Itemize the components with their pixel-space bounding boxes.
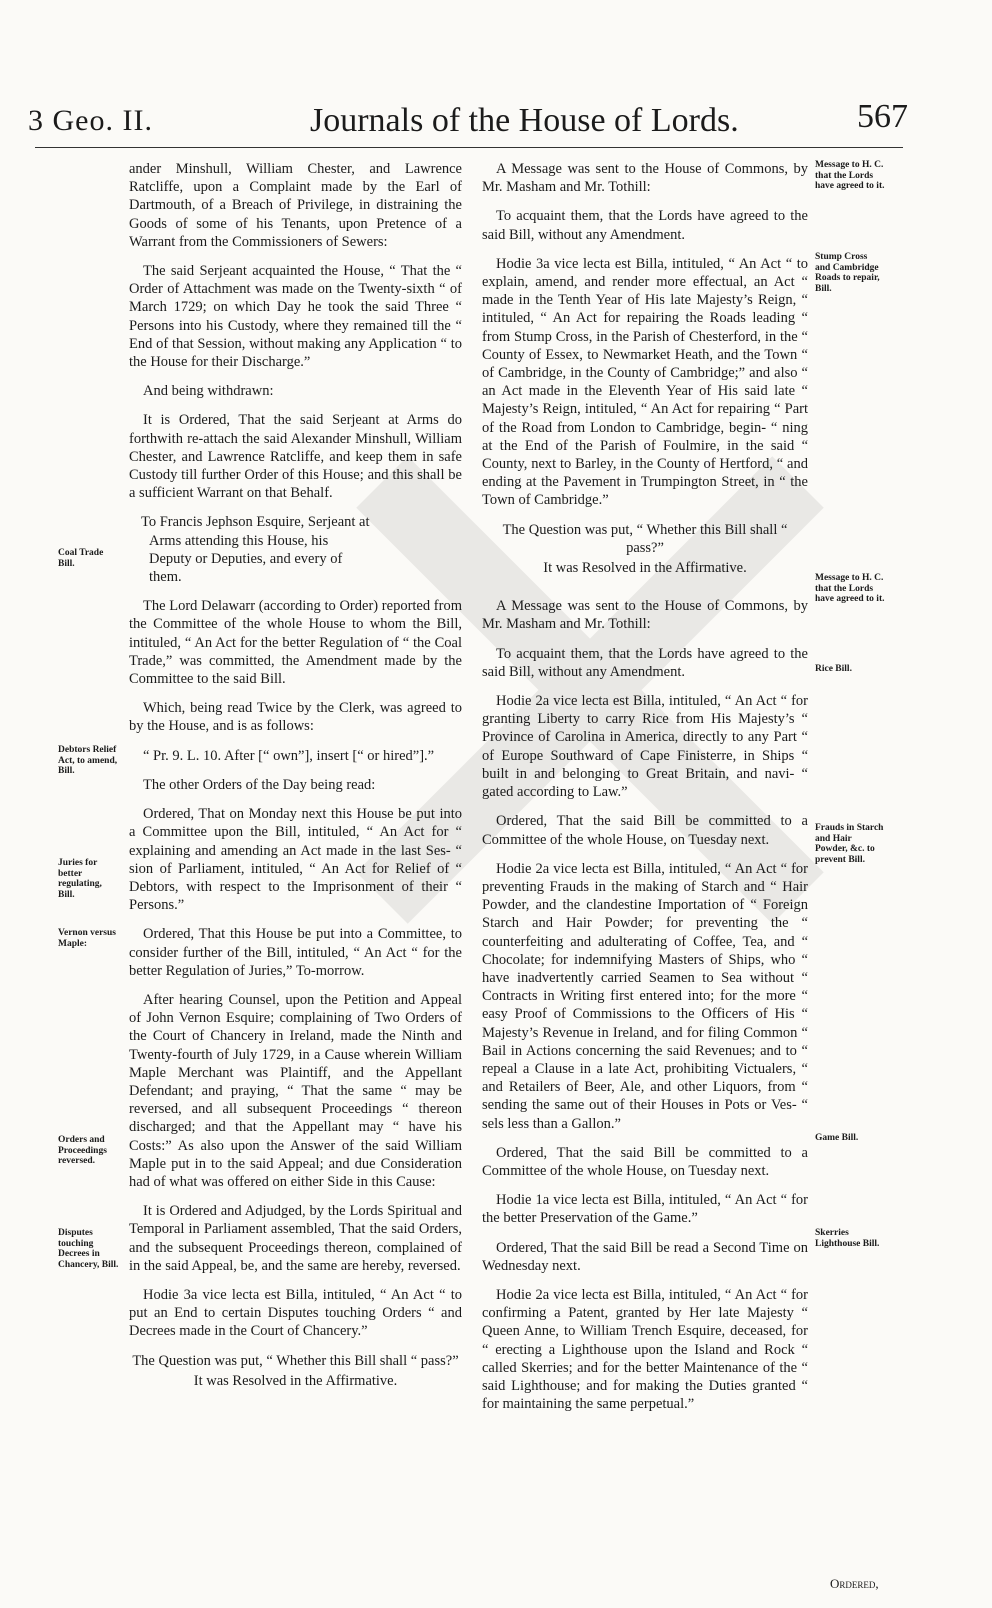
resolution-text: It was Resolved in the Affirmative. bbox=[543, 560, 747, 577]
paragraph: Hodie 1a vice lecta est Billa, intituled, “ An Act “ for the better Preservation of the Game.” bbox=[482, 1192, 808, 1227]
running-title: Journals of the House of Lords. bbox=[310, 102, 739, 139]
paragraph: Ordered, That this House be put into a Committee, to consider further of the Bill, intituled, “ An Act “ for the better Regulation of Juries,” To-morrow. bbox=[129, 926, 462, 979]
margin-note: Disputes touching Decrees in Chancery, Bill. bbox=[58, 1228, 119, 1270]
paragraph: Hodie 2a vice lecta est Billa, intituled, “ An Act “ for preventing Frauds in the making of Starch and “ Hair Powder, and the clandestine Importation of “ Foreign Starch and Hair Powder; for preventing the “ counterfeiting and adulterating of Coffee, Tea, and “ Chocolate; for indemnifying Masters of Ships, who “ have inadvertently carried Seamen to Sea without “ Contracts in Writing first entered into; for the more “ easy Proof of Commissions to the Officers of His “ Majesty’s Revenue in Ireland, and for filing Common “ Bail in Actions concerning the said Revenues; and to “ repeal a Clause in a late Act, prohibiting Victualers, “ and Retailers of Beer, Ale, and other Liquors, from “ sending the same out of their Houses in Pots or Ves- “ sels less than a Gallon.” bbox=[482, 860, 808, 1132]
resolution-text: It was Resolved in the Affirmative. bbox=[193, 1372, 398, 1389]
paragraph: After hearing Counsel, upon the Petition and Appeal of John Vernon Esquire; complaining of Two Orders of the Court of Chancery in Ireland, made the Ninth and Twenty-fourth of July 1729, in a Cause wherein William Maple Merchant was Plaintiff, and the Appellant Defendant; and praying, “ That the same “ may be reversed, and all subsequent Proceedings “ thereon discharged; and that the Appellant may “ have his Costs:” As also upon the Answer of the said William Maple put in to the said Appeal; and due Consideration had of what was offered on either Side in this Cause: bbox=[129, 991, 462, 1190]
right-column bbox=[482, 160, 808, 1424]
question-text: The Question was put, “ Whether this Bill shall “ pass?” bbox=[502, 521, 788, 556]
paragraph: The Lord Delawarr (according to Order) reported from the Committee of the whole House to whom the Bill, intituled, “ An Act for the better Regulation of “ the Coal Trade,” was committed, the Amendment made by the Committee to the said Bill. bbox=[129, 598, 462, 688]
paragraph: Ordered, That the said Bill be committed to a Committee of the whole House, on Tuesday next. bbox=[482, 1144, 808, 1179]
margin-note: Vernon versus Maple: bbox=[58, 928, 116, 949]
paragraph: It is Ordered, That the said Serjeant at Arms do forthwith re-attach the said Alexander Minshull, William Chester, and Lawrence Ratcliffe, and keep them in safe Custody till further Order of this House; and this shall be a sufficient Warrant on that Behalf. bbox=[129, 412, 462, 502]
margin-note: Message to H. C. that the Lords have agreed to it. bbox=[815, 573, 885, 604]
regnal-year: 3 Geo. II. bbox=[28, 104, 153, 137]
paragraph: A Message was sent to the House of Commons, by Mr. Masham and Mr. Tothill: bbox=[482, 598, 808, 633]
margin-note: Message to H. C. that the Lords have agreed to it. bbox=[815, 160, 885, 191]
warrant-address: To Francis Jephson Esquire, Serjeant at Arms attending this House, his Deputy or Deputies, and every of them. bbox=[141, 514, 370, 586]
paragraph: Hodie 2a vice lecta est Billa, intituled, “ An Act “ for confirming a Patent, granted by Her late Majesty “ Queen Anne, to William Trench Esquire, deceased, for “ erecting a Lighthouse upon the Island and Rock “ called Skerries; and for the better Maintenance of the “ said Lighthouse; and for making the Duties granted “ for maintaining the same perpetual.” bbox=[482, 1286, 808, 1413]
margin-note: Stump Cross and Cambridge Roads to repair, Bill. bbox=[815, 252, 880, 294]
page-header bbox=[28, 98, 908, 150]
paragraph: The other Orders of the Day being read: bbox=[143, 776, 376, 793]
paragraph: Hodie 2a vice lecta est Billa, intituled, “ An Act “ for granting Liberty to carry Rice from His Majesty’s “ Province of Carolina in America, directly to any Part “ of Europe Southward of Cape Finisterre, in Ships “ built in and belonging to Great Britain, and navi- “ gated according to Law.” bbox=[482, 693, 808, 801]
paragraph: Ordered, That the said Bill be read a Second Time on Wednesday next. bbox=[482, 1239, 808, 1274]
margin-note: Game Bill. bbox=[815, 1133, 859, 1143]
paragraph: To acquaint them, that the Lords have agreed to the said Bill, without any Amendment. bbox=[482, 208, 808, 243]
margin-note: Orders and Proceedings reversed. bbox=[58, 1135, 107, 1166]
paragraph: Ordered, That the said Bill be committed to a Committee of the whole House, on Tuesday next. bbox=[482, 813, 808, 848]
paragraph: A Message was sent to the House of Commons, by Mr. Masham and Mr. Tothill: bbox=[482, 161, 808, 196]
amendment-text: “ Pr. 9. L. 10. After [“ own”], insert [“ or hired”].” bbox=[143, 747, 435, 764]
paragraph: Hodie 3a vice lecta est Billa, intituled, “ An Act “ to put an End to certain Disputes touching Orders “ and Decrees made in the Court of Chancery.” bbox=[129, 1286, 462, 1340]
paragraph: Ordered, That on Monday next this House be put into a Committee upon the Bill, intituled, “ An Act for “ explaining and amending an Act made in the last Ses- “ sion of Parliament, intituled, “ An Act for Relief of “ Debtors, with respect to the Imprisonment of their “ Persons.” bbox=[129, 806, 462, 914]
paragraph: To acquaint them, that the Lords have agreed to the said Bill, without any Amendment. bbox=[482, 645, 808, 680]
margin-note: Juries for better regulating, Bill. bbox=[58, 858, 102, 900]
margin-note: Frauds in Starch and Hair Powder, &c. to prevent Bill. bbox=[815, 823, 884, 865]
margin-note: Rice Bill. bbox=[815, 664, 852, 674]
page-number: 567 bbox=[857, 98, 908, 135]
paragraph: The said Serjeant acquainted the House, “ That the “ Order of Attachment was made on the Twenty-sixth “ of March 1729; on which Day he took the said Three “ Persons into his Custody, where they remained till the “ End of that Session, without making any Application “ to the House for their Discharge.” bbox=[129, 263, 462, 371]
left-column bbox=[129, 160, 462, 1401]
margin-note: Skerries Lighthouse Bill. bbox=[815, 1228, 880, 1249]
question-text: The Question was put, “ Whether this Bill shall “ pass?” bbox=[132, 1352, 459, 1369]
paragraph: It is Ordered and Adjudged, by the Lords Spiritual and Temporal in Parliament assembled, That the said Orders, and the subsequent Proceedings thereon, complained of in the said Appeal, be, and the same are hereby, reversed. bbox=[129, 1203, 462, 1274]
header-rule bbox=[35, 147, 903, 148]
margin-note: Coal Trade Bill. bbox=[58, 548, 104, 569]
margin-note: Debtors Relief Act, to amend, Bill. bbox=[58, 745, 118, 776]
paragraph: Which, being read Twice by the Clerk, was agreed to by the House, and is as follows: bbox=[129, 700, 462, 735]
catchword: Ordered, bbox=[830, 1576, 879, 1591]
paragraph: Hodie 3a vice lecta est Billa, intituled, “ An Act “ to explain, amend, and render more effectual, an Act “ made in the Tenth Year of His late Majesty’s Reign, “ intituled, “ An Act for repairing the Roads leading “ from Stump Cross, in the Parish of Chesterford, in the “ County of Essex, to Newmarket Heath, and the Town “ of Cambridge, in the County of Cambridge;” and also “ an Act made in the Eleventh Year of His said late “ Majesty’s Reign, intituled, “ An Act for repairing “ Part of the Road from London to Cambridge, begin- “ ning at the End of the Parish of Foulmire, in the said “ County, next to Barley, in the County of Hertford, “ and ending at the Pavement in Trumpington Street, in “ the Town of Cambridge.” bbox=[482, 255, 808, 509]
paragraph: And being withdrawn: bbox=[143, 383, 274, 400]
paragraph: ander Minshull, William Chester, and Lawrence Ratcliffe, upon a Complaint made by the Earl of Dartmouth, of a Breach of Privilege, in distraining the Goods of some of his Tenants, upon Pretence of a Warrant from the Commissioners of Sewers: bbox=[129, 161, 462, 250]
